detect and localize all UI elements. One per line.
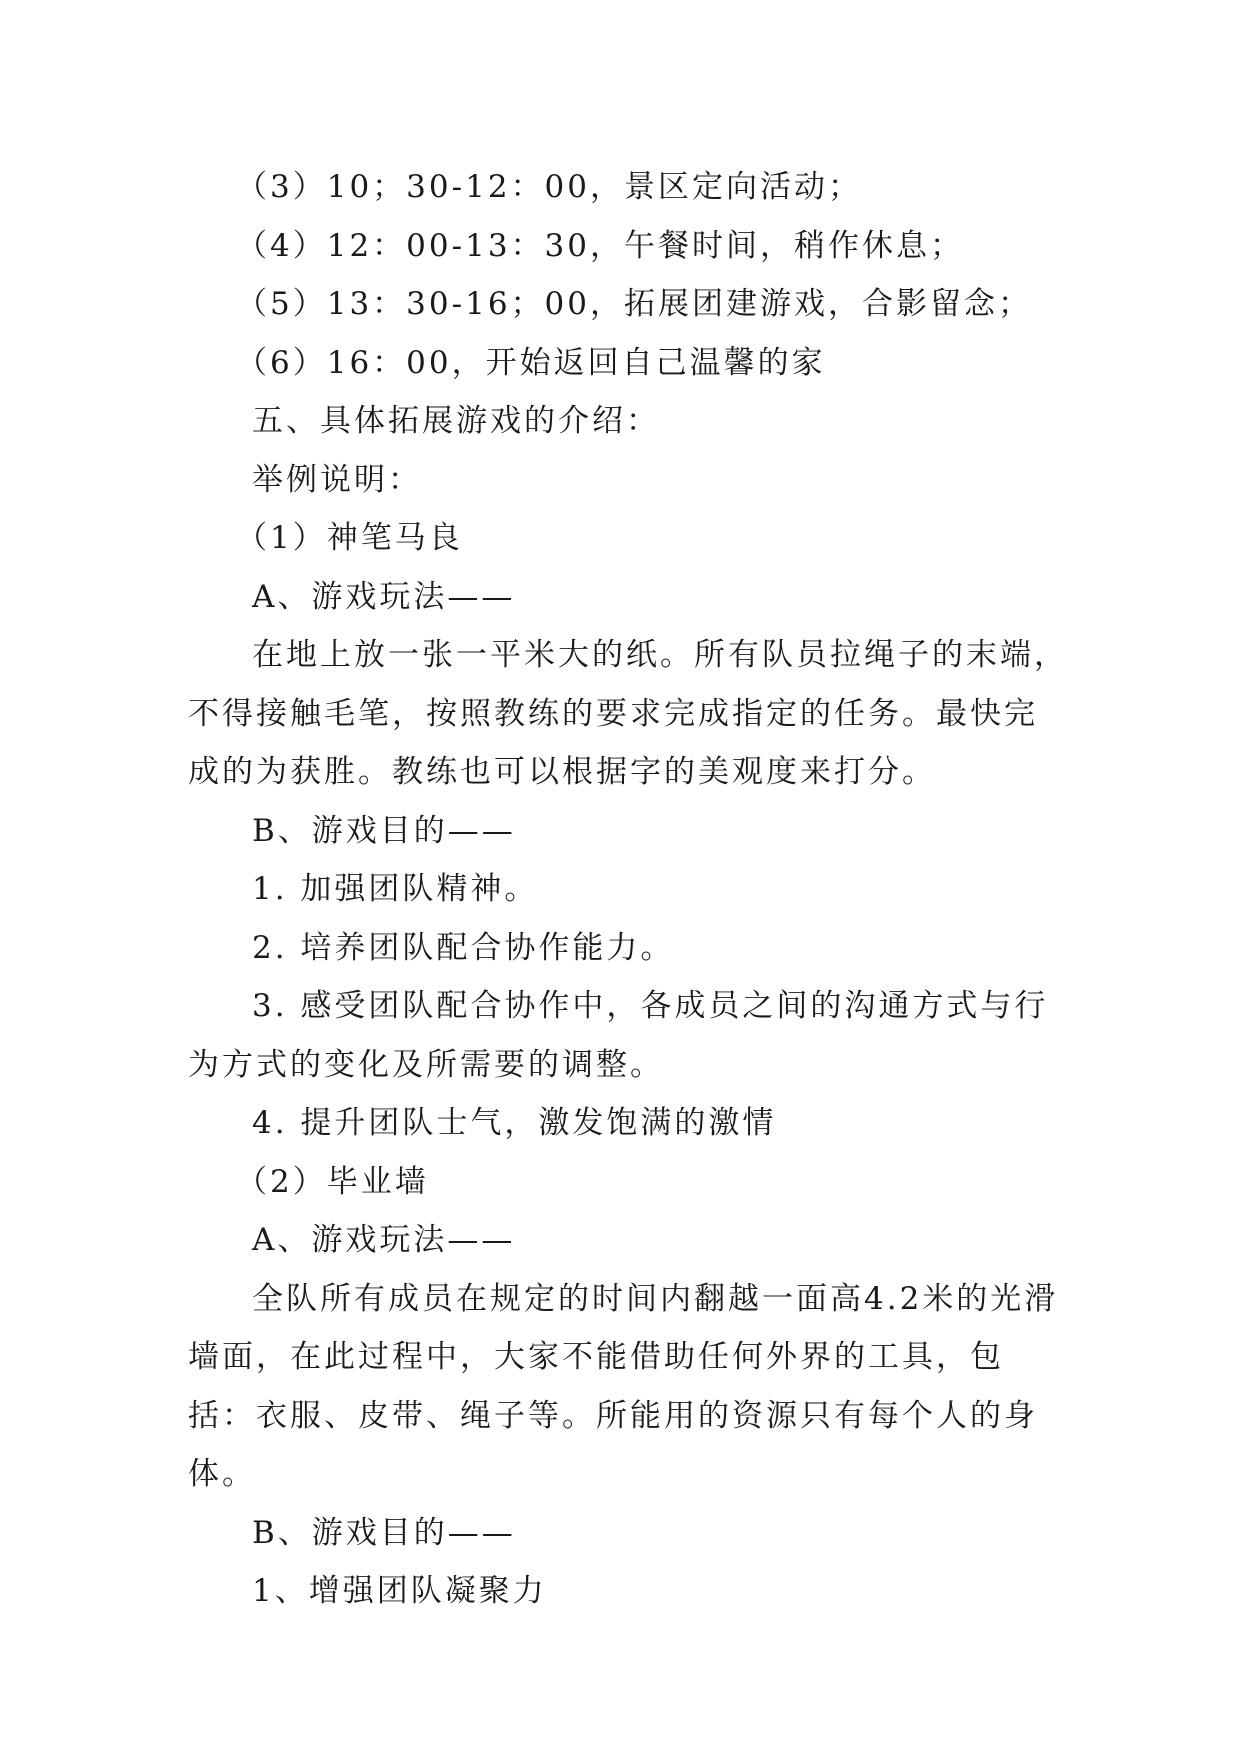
schedule-item-5: （5）13：30-16；00，拓展团建游戏，合影留念；: [236, 286, 1032, 322]
game-2-title: （2）毕业墙: [236, 1163, 429, 1200]
schedule-item-3: （3）10；30-12：00，景区定向活动；: [236, 169, 862, 205]
game-2-goals-heading: B、游戏目的——: [252, 1514, 516, 1551]
schedule-item-6: （6）16：00，开始返回自己温馨的家: [236, 344, 826, 381]
game-1-rules-text: 在地上放一张一平米大的纸。所有队员拉绳子的末端，不得接触毛笔，按照教练的要求完成指定的任务。最快完成的为获胜。教练也可以根据字的美观度来打分。: [188, 637, 1068, 790]
game-2-goal-1: 1、增强团队凝聚力: [252, 1573, 547, 1609]
document-body: [188, 158, 1068, 1621]
game-1-goal-3: 3. 感受团队配合协作中，各成员之间的沟通方式与行为方式的变化及所需要的调整。: [188, 988, 1049, 1083]
game-1-title: （1）神笔马良: [236, 520, 463, 556]
schedule-item-4: （4）12：00-13：30，午餐时间，稍作休息；: [236, 227, 964, 264]
example-intro: 举例说明：: [252, 461, 422, 498]
game-1-goal-4: 4. 提升团队士气，激发饱满的激情: [252, 1105, 777, 1141]
game-1-goals-heading: B、游戏目的——: [252, 812, 516, 849]
section-heading-5: 五、具体拓展游戏的介绍：: [252, 403, 660, 439]
game-1-goal-1: 1. 加强团队精神。: [252, 871, 539, 907]
game-2-rules-heading: A、游戏玩法——: [252, 1222, 516, 1258]
game-1-goal-2: 2. 培养团队配合协作能力。: [252, 929, 675, 966]
game-2-rules-text: 全队所有成员在规定的时间内翻越一面高4.2米的光滑墙面，在此过程中，大家不能借助任何外界的工具，包括：衣服、皮带、绳子等。所能用的资源只有每个人的身体。: [188, 1280, 1059, 1492]
game-1-rules-heading: A、游戏玩法——: [252, 578, 516, 615]
